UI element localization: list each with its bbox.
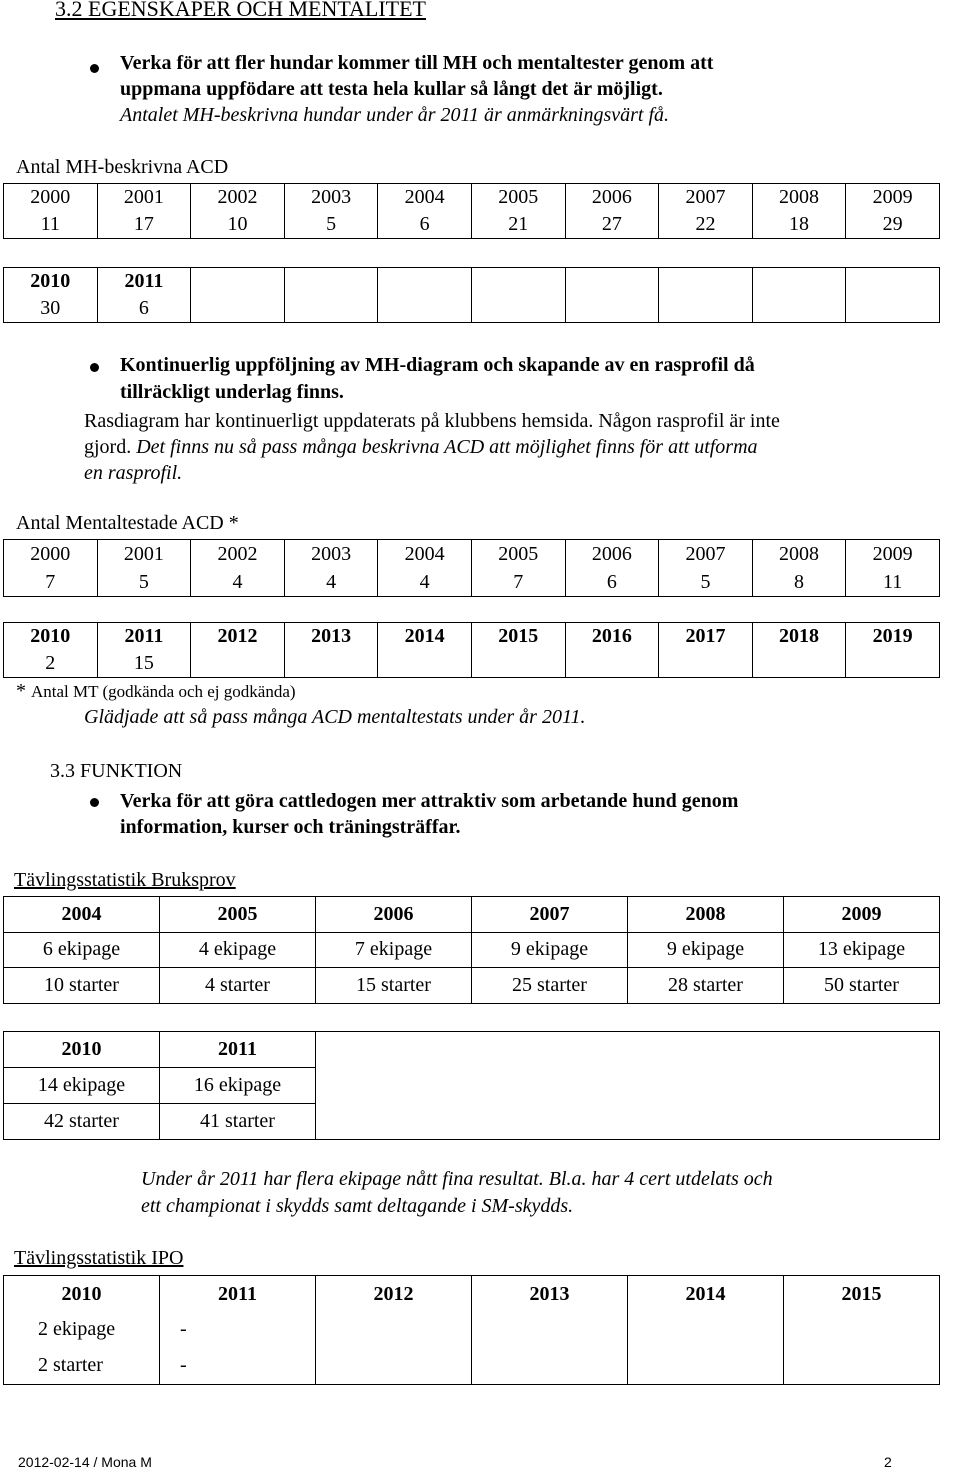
bullet2-line5: en rasprofil. [84, 462, 183, 484]
table-cell: 4 starter [160, 968, 316, 1004]
table-cell: 9 ekipage [628, 932, 784, 968]
table-cell: 2009 [846, 184, 940, 212]
table-cell: 9 ekipage [472, 932, 628, 968]
table-cell [191, 650, 285, 678]
ipo-title: Tävlingsstatistik IPO [14, 1247, 184, 1269]
table-cell: 2009 [846, 540, 940, 569]
table-cell: 2006 [565, 540, 659, 569]
table-cell: 17 [97, 211, 191, 239]
table-cell: 4 [191, 568, 285, 597]
table-cell: 2019 [846, 623, 940, 651]
table-cell: 11 [846, 568, 940, 597]
table-cell: 2013 [472, 1276, 628, 1313]
table-cell [378, 650, 472, 678]
table-row [4, 268, 940, 296]
mt-table-title: Antal Mentaltestade ACD * [16, 512, 239, 534]
table-cell: 2004 [378, 184, 472, 212]
section-3-3-heading: 3.3 FUNKTION [50, 760, 183, 782]
table-cell [846, 650, 940, 678]
table-cell: 2010 [4, 1032, 160, 1068]
table-cell: 2011 [160, 1276, 316, 1313]
table-cell: 42 starter [4, 1104, 160, 1140]
table-cell: 5 [659, 568, 753, 597]
bruksprov-comment-2: ett championat i skydds samt deltagande i SM-skydds. [141, 1195, 574, 1217]
table-cell [628, 1312, 784, 1348]
mt-table-2 [3, 622, 940, 678]
table-cell: 14 ekipage [4, 1068, 160, 1104]
table-cell [472, 1348, 628, 1385]
bruksprov-comment-1: Under år 2011 har flera ekipage nått fina resultat. Bl.a. har 4 cert utdelats och [141, 1168, 773, 1190]
table-cell [659, 268, 753, 296]
table-cell [316, 1032, 940, 1068]
bullet-dot [90, 363, 99, 372]
table-cell: 13 ekipage [784, 932, 940, 968]
table-cell: 4 [378, 568, 472, 597]
table-cell [284, 295, 378, 323]
table-cell: 27 [565, 211, 659, 239]
table-cell [846, 268, 940, 296]
table-cell [846, 295, 940, 323]
bullet3-line2: information, kurser och träningsträffar. [120, 816, 461, 838]
table-cell [628, 1348, 784, 1385]
table-cell: 2014 [628, 1276, 784, 1313]
table-cell [284, 650, 378, 678]
table-row [4, 932, 940, 968]
bullet1-line3: Antalet MH-beskrivna hundar under år 2011 är anmärkningsvärt få. [120, 104, 670, 126]
table-cell: 10 [191, 211, 285, 239]
table-cell: 6 [97, 295, 191, 323]
table-cell [316, 1068, 940, 1104]
table-cell [565, 650, 659, 678]
bullet3-line1: Verka för att göra cattledogen mer attraktiv som arbetande hund genom [120, 790, 739, 812]
bullet2-line3: Rasdiagram har kontinuerligt uppdaterats på klubbens hemsida. Någon rasprofil är inte [84, 410, 780, 432]
table-cell: 2005 [471, 540, 565, 569]
table-cell: 2008 [628, 897, 784, 933]
table-cell: 7 [4, 568, 98, 597]
table-cell: 50 starter [784, 968, 940, 1004]
table-cell: 21 [471, 211, 565, 239]
table-cell [316, 1104, 940, 1140]
section-heading: 3.2 EGENSKAPER OCH MENTALITET [55, 0, 426, 21]
table-cell: 15 [97, 650, 191, 678]
table-row [4, 1104, 940, 1140]
table-cell: 2004 [378, 540, 472, 569]
table-cell: 2014 [378, 623, 472, 651]
mt-table-1 [3, 539, 940, 597]
table-cell [471, 650, 565, 678]
table-cell: 2010 [4, 268, 98, 296]
table-cell: 6 ekipage [4, 932, 160, 968]
table-cell: 2002 [191, 540, 285, 569]
table-cell [565, 295, 659, 323]
table-cell: 2007 [472, 897, 628, 933]
table-cell: 2015 [784, 1276, 940, 1313]
table-row [4, 623, 940, 651]
table-cell: 2009 [784, 897, 940, 933]
mh-table-2 [3, 267, 940, 323]
bullet-dot [90, 64, 99, 73]
table-cell: 2 [4, 650, 98, 678]
table-cell [316, 1348, 472, 1385]
mt-footnote: * Antal MT (godkända och ej godkända) [16, 680, 296, 702]
table-cell: 2005 [160, 897, 316, 933]
table-cell: 2012 [316, 1276, 472, 1313]
table-cell: 2000 [4, 540, 98, 569]
bullet1-line2: uppmana uppfödare att testa hela kullar så långt det är möjligt. [120, 78, 663, 100]
table-cell: 2 starter [4, 1348, 160, 1385]
table-cell [378, 295, 472, 323]
table-cell: 18 [752, 211, 846, 239]
table-cell: 2013 [284, 623, 378, 651]
table-cell: 2003 [284, 184, 378, 212]
table-cell [565, 268, 659, 296]
table-cell: 2002 [191, 184, 285, 212]
table-cell [752, 650, 846, 678]
table-row [4, 540, 940, 569]
table-row [4, 184, 940, 212]
table-row [4, 1276, 940, 1313]
table-cell: 7 [471, 568, 565, 597]
bruksprov-title: Tävlingsstatistik Bruksprov [14, 869, 236, 891]
table-cell [316, 1312, 472, 1348]
table-cell: 8 [752, 568, 846, 597]
table-cell: 2015 [471, 623, 565, 651]
bullet2-line4: gjord. Det finns nu så pass många beskrivna ACD att möjlighet finns för att utforma [84, 436, 758, 458]
table-cell: 2004 [4, 897, 160, 933]
table-cell [284, 268, 378, 296]
table-cell: 25 starter [472, 968, 628, 1004]
table-cell: 2011 [160, 1032, 316, 1068]
table-cell: 29 [846, 211, 940, 239]
table-row [4, 1312, 940, 1348]
mh-table-title: Antal MH-beskrivna ACD [16, 156, 229, 178]
table-cell: 22 [659, 211, 753, 239]
bruksprov-table-2 [3, 1031, 940, 1140]
table-cell: 15 starter [316, 968, 472, 1004]
table-row [4, 295, 940, 323]
table-cell: 28 starter [628, 968, 784, 1004]
table-cell: 2011 [97, 268, 191, 296]
bullet2-line2: tillräckligt underlag finns. [120, 381, 344, 403]
table-cell [784, 1348, 940, 1385]
table-cell: 2007 [659, 540, 753, 569]
table-cell: 2000 [4, 184, 98, 212]
table-cell [784, 1312, 940, 1348]
table-row [4, 1348, 940, 1385]
table-cell: 2 ekipage [4, 1312, 160, 1348]
table-cell [659, 650, 753, 678]
table-cell: 10 starter [4, 968, 160, 1004]
table-cell: 2008 [752, 184, 846, 212]
mt-comment: Glädjade att så pass många ACD mentaltestats under år 2011. [84, 706, 586, 728]
table-cell [472, 1312, 628, 1348]
table-row [4, 650, 940, 678]
mh-table-1 [3, 183, 940, 239]
table-cell: 2016 [565, 623, 659, 651]
table-cell: - [160, 1312, 316, 1348]
table-cell: 2010 [4, 623, 98, 651]
table-cell: 2011 [97, 623, 191, 651]
table-cell: 2003 [284, 540, 378, 569]
table-cell: 2006 [316, 897, 472, 933]
table-cell [752, 268, 846, 296]
table-cell: 2006 [565, 184, 659, 212]
table-cell: 11 [4, 211, 98, 239]
table-cell: 4 ekipage [160, 932, 316, 968]
table-cell: 2007 [659, 184, 753, 212]
table-row [4, 897, 940, 933]
bullet2-line1: Kontinuerlig uppföljning av MH-diagram och skapande av en rasprofil då [120, 354, 755, 376]
table-cell [471, 295, 565, 323]
table-cell: 6 [378, 211, 472, 239]
table-cell: 2010 [4, 1276, 160, 1313]
table-row [4, 1032, 940, 1068]
table-row [4, 568, 940, 597]
bruksprov-table-1 [3, 896, 940, 1004]
bullet1-line1: Verka för att fler hundar kommer till MH och mentaltester genom att [120, 52, 714, 74]
table-cell: 6 [565, 568, 659, 597]
table-cell: 2005 [471, 184, 565, 212]
table-cell [378, 268, 472, 296]
table-row [4, 1068, 940, 1104]
table-cell: 2001 [97, 184, 191, 212]
table-cell [191, 268, 285, 296]
table-cell: 2008 [752, 540, 846, 569]
table-cell: 2017 [659, 623, 753, 651]
table-cell: 2012 [191, 623, 285, 651]
table-cell: 2001 [97, 540, 191, 569]
footer-page-number: 2 [884, 1454, 892, 1470]
table-cell [191, 295, 285, 323]
table-cell: 16 ekipage [160, 1068, 316, 1104]
table-cell [659, 295, 753, 323]
bullet-dot [90, 798, 99, 807]
table-cell: 30 [4, 295, 98, 323]
footer-date-author: 2012-02-14 / Mona M [18, 1454, 152, 1470]
table-row [4, 968, 940, 1004]
table-cell: 5 [284, 211, 378, 239]
table-cell: 2018 [752, 623, 846, 651]
table-cell: - [160, 1348, 316, 1385]
ipo-table [3, 1275, 940, 1385]
table-row [4, 211, 940, 239]
table-cell: 7 ekipage [316, 932, 472, 968]
table-cell [471, 268, 565, 296]
table-cell: 41 starter [160, 1104, 316, 1140]
table-cell: 4 [284, 568, 378, 597]
table-cell [752, 295, 846, 323]
table-cell: 5 [97, 568, 191, 597]
